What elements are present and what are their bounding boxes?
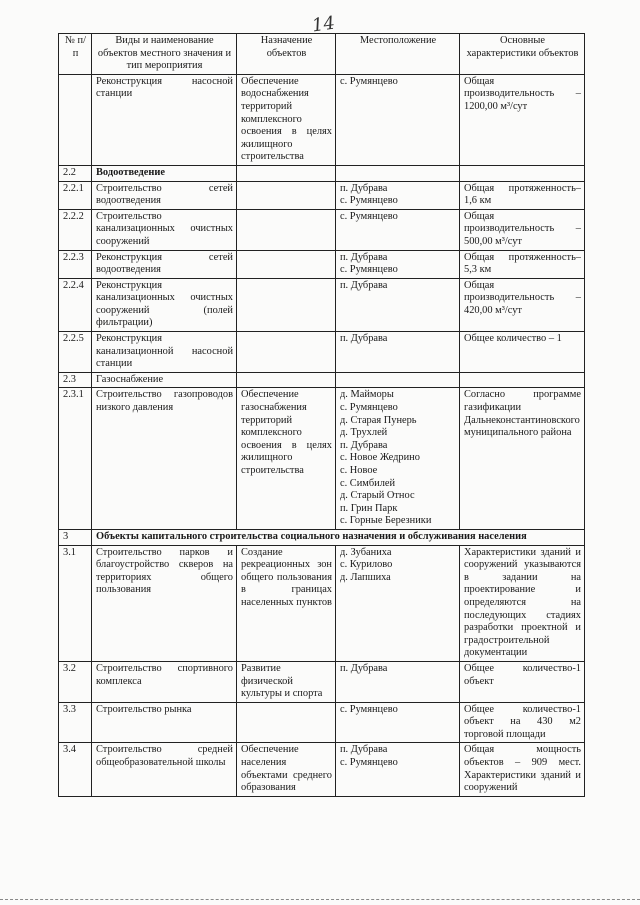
location-item: с. Румянцево xyxy=(340,75,398,87)
location-item: п. Дубрава xyxy=(340,744,388,756)
objects-table xyxy=(58,33,585,797)
section-title: Водоотведение xyxy=(92,165,237,181)
location-item: с. Румянцево xyxy=(340,402,398,414)
table-header-row xyxy=(59,34,585,75)
location-item: с. Симбилей xyxy=(340,477,396,489)
location-item: п. Дубрава xyxy=(340,662,388,674)
row-number: 3.4 xyxy=(59,743,92,796)
object-name: Строительство средней общеобразовательной школы xyxy=(92,743,237,796)
location-item: с. Новое xyxy=(340,465,378,476)
row-number xyxy=(59,74,92,165)
header-name: Виды и наименование объектов местного значения и тип мероприятия xyxy=(92,34,237,75)
object-characteristics: Общая производительность – 420,00 м³/сут xyxy=(460,278,585,331)
row-number: 2.3.1 xyxy=(59,388,92,530)
location-item: д. Трухлей xyxy=(340,427,388,439)
row-number: 2.2.3 xyxy=(59,250,92,278)
location-item: с. Румянцево xyxy=(340,210,398,222)
object-characteristics: Общее количество-1 объект xyxy=(460,661,585,702)
object-name: Строительство газопроводов низкого давления xyxy=(92,388,237,530)
empty-cell xyxy=(460,165,585,181)
row-number: 2.2.1 xyxy=(59,181,92,209)
empty-cell xyxy=(237,372,336,388)
empty-cell xyxy=(237,165,336,181)
table-row xyxy=(59,702,585,743)
location-item: п. Дубрава xyxy=(340,182,388,194)
object-purpose: Создание рекреационных зон общего пользования в границах населенных пунктов xyxy=(237,545,336,661)
location-item: с. Румянцево xyxy=(340,757,398,769)
section-title: Газоснабжение xyxy=(92,372,237,388)
row-number: 2.2.4 xyxy=(59,278,92,331)
object-purpose xyxy=(237,702,336,743)
object-location xyxy=(336,209,460,250)
location-item: с. Румянцево xyxy=(340,195,398,207)
object-location xyxy=(336,250,460,278)
object-location xyxy=(336,743,460,796)
location-item: с. Новое Жедрино xyxy=(340,452,420,464)
empty-cell xyxy=(336,165,460,181)
table-row xyxy=(59,181,585,209)
row-number: 3.3 xyxy=(59,702,92,743)
location-item: с. Горные Березники xyxy=(340,515,432,527)
empty-cell xyxy=(460,372,585,388)
object-location xyxy=(336,332,460,373)
object-characteristics: Характеристики зданий и сооружений указываются в задании на проектирование и определяются на последующих стадиях разработки проектной и градостроительной документации xyxy=(460,545,585,661)
object-location xyxy=(336,74,460,165)
table-row xyxy=(59,332,585,373)
location-item: п. Дубрава xyxy=(340,251,388,263)
page-bottom-edge xyxy=(0,899,640,900)
section-row xyxy=(59,529,585,545)
table-row xyxy=(59,545,585,661)
row-number: 3 xyxy=(59,529,92,545)
object-characteristics: Согласно программе газификации Дальнеконстантиновского муниципального района xyxy=(460,388,585,530)
location-item: п. Дубрава xyxy=(340,439,388,451)
table-row xyxy=(59,250,585,278)
location-item: д. Старая Пунерь xyxy=(340,414,417,426)
object-location xyxy=(336,278,460,331)
location-item: п. Грин Парк xyxy=(340,502,398,514)
location-item: п. Дубрава xyxy=(340,279,388,291)
row-number: 3.2 xyxy=(59,661,92,702)
object-location xyxy=(336,545,460,661)
object-characteristics: Общая производительность – 1200,00 м³/сут xyxy=(460,74,585,165)
table-row xyxy=(59,209,585,250)
location-item: с. Румянцево xyxy=(340,703,398,715)
location-item: д. Зубаниха xyxy=(340,546,392,558)
header-location: Местоположение xyxy=(336,34,460,75)
section-row xyxy=(59,372,585,388)
object-purpose: Развитие физической культуры и спорта xyxy=(237,661,336,702)
object-purpose: Обеспечение водоснабжения территорий комплексного освоения в целях жилищного строительства xyxy=(237,74,336,165)
location-item: д. Майморы xyxy=(340,389,394,401)
object-purpose xyxy=(237,332,336,373)
object-name: Реконструкция канализационной насосной станции xyxy=(92,332,237,373)
object-location xyxy=(336,702,460,743)
page-number: 14 xyxy=(310,12,337,37)
header-purpose: Назначение объектов xyxy=(237,34,336,75)
table-row xyxy=(59,278,585,331)
object-characteristics: Общая мощность объектов – 909 мест. Характеристики зданий и сооружений xyxy=(460,743,585,796)
object-location xyxy=(336,181,460,209)
location-item: д. Лапшиха xyxy=(340,571,391,583)
object-characteristics: Общая производительность – 500,00 м³/сут xyxy=(460,209,585,250)
object-name: Реконструкция канализационных очистных сооружений (полей фильтрации) xyxy=(92,278,237,331)
object-name: Реконструкция насосной станции xyxy=(92,74,237,165)
location-item: с. Румянцево xyxy=(340,264,398,276)
row-number: 2.2.5 xyxy=(59,332,92,373)
table-row xyxy=(59,661,585,702)
object-characteristics: Общее количество – 1 xyxy=(460,332,585,373)
row-number: 2.2.2 xyxy=(59,209,92,250)
location-item: д. Старый Относ xyxy=(340,490,415,502)
object-characteristics: Общая протяженность– 1,6 км xyxy=(460,181,585,209)
object-purpose: Обеспечение газоснабжения территорий комплексного освоения в целях жилищного строительства xyxy=(237,388,336,530)
object-purpose xyxy=(237,181,336,209)
table-row xyxy=(59,74,585,165)
table-row xyxy=(59,743,585,796)
object-name: Строительство сетей водоотведения xyxy=(92,181,237,209)
row-number: 2.3 xyxy=(59,372,92,388)
object-location xyxy=(336,388,460,530)
object-name: Строительство рынка xyxy=(92,702,237,743)
row-number: 3.1 xyxy=(59,545,92,661)
object-name: Строительство канализационных очистных сооружений xyxy=(92,209,237,250)
object-purpose xyxy=(237,250,336,278)
object-name: Строительство парков и благоустройство скверов на территориях общего пользования xyxy=(92,545,237,661)
table-row xyxy=(59,388,585,530)
object-purpose xyxy=(237,278,336,331)
empty-cell xyxy=(336,372,460,388)
location-item: п. Дубрава xyxy=(340,333,388,345)
object-purpose xyxy=(237,209,336,250)
object-purpose: Обеспечение населения объектами среднего образования xyxy=(237,743,336,796)
object-name: Строительство спортивного комплекса xyxy=(92,661,237,702)
object-location xyxy=(336,661,460,702)
object-name: Реконструкция сетей водоотведения xyxy=(92,250,237,278)
section-row xyxy=(59,165,585,181)
header-characteristics: Основные характеристики объектов xyxy=(460,34,585,75)
header-num: № п/п xyxy=(59,34,92,75)
object-characteristics: Общая протяженность– 5,3 км xyxy=(460,250,585,278)
row-number: 2.2 xyxy=(59,165,92,181)
location-item: с. Курилово xyxy=(340,559,393,571)
object-characteristics: Общее количество-1 объект на 430 м2 торговой площади xyxy=(460,702,585,743)
section-title: Объекты капитального строительства социального назначения и обслуживания населения xyxy=(92,529,585,545)
